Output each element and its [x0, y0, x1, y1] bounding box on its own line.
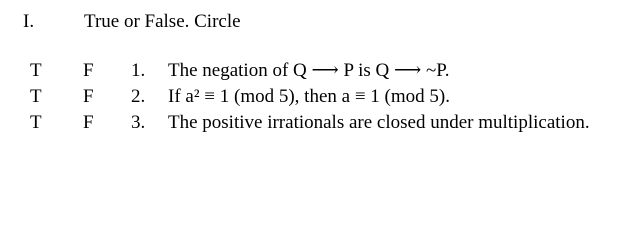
section-title: True or False. Circle [84, 11, 241, 32]
true-option[interactable]: T [30, 60, 42, 81]
true-option[interactable]: T [30, 112, 42, 133]
true-option[interactable]: T [30, 86, 42, 107]
question-text: The negation of Q ⟶ P is Q ⟶ ~P. [168, 60, 450, 81]
question-number: 3. [131, 112, 146, 133]
question-number: 1. [131, 60, 146, 81]
section-number: I. [23, 11, 35, 32]
question-number: 2. [131, 86, 146, 107]
question-row [0, 113, 627, 137]
false-option[interactable]: F [83, 112, 94, 133]
false-option[interactable]: F [83, 60, 94, 81]
false-option[interactable]: F [83, 86, 94, 107]
question-row [0, 61, 627, 85]
question-text: If a² ≡ 1 (mod 5), then a ≡ 1 (mod 5). [168, 86, 450, 107]
question-text: The positive irrationals are closed under multiplication. [168, 112, 590, 133]
question-row [0, 87, 627, 111]
